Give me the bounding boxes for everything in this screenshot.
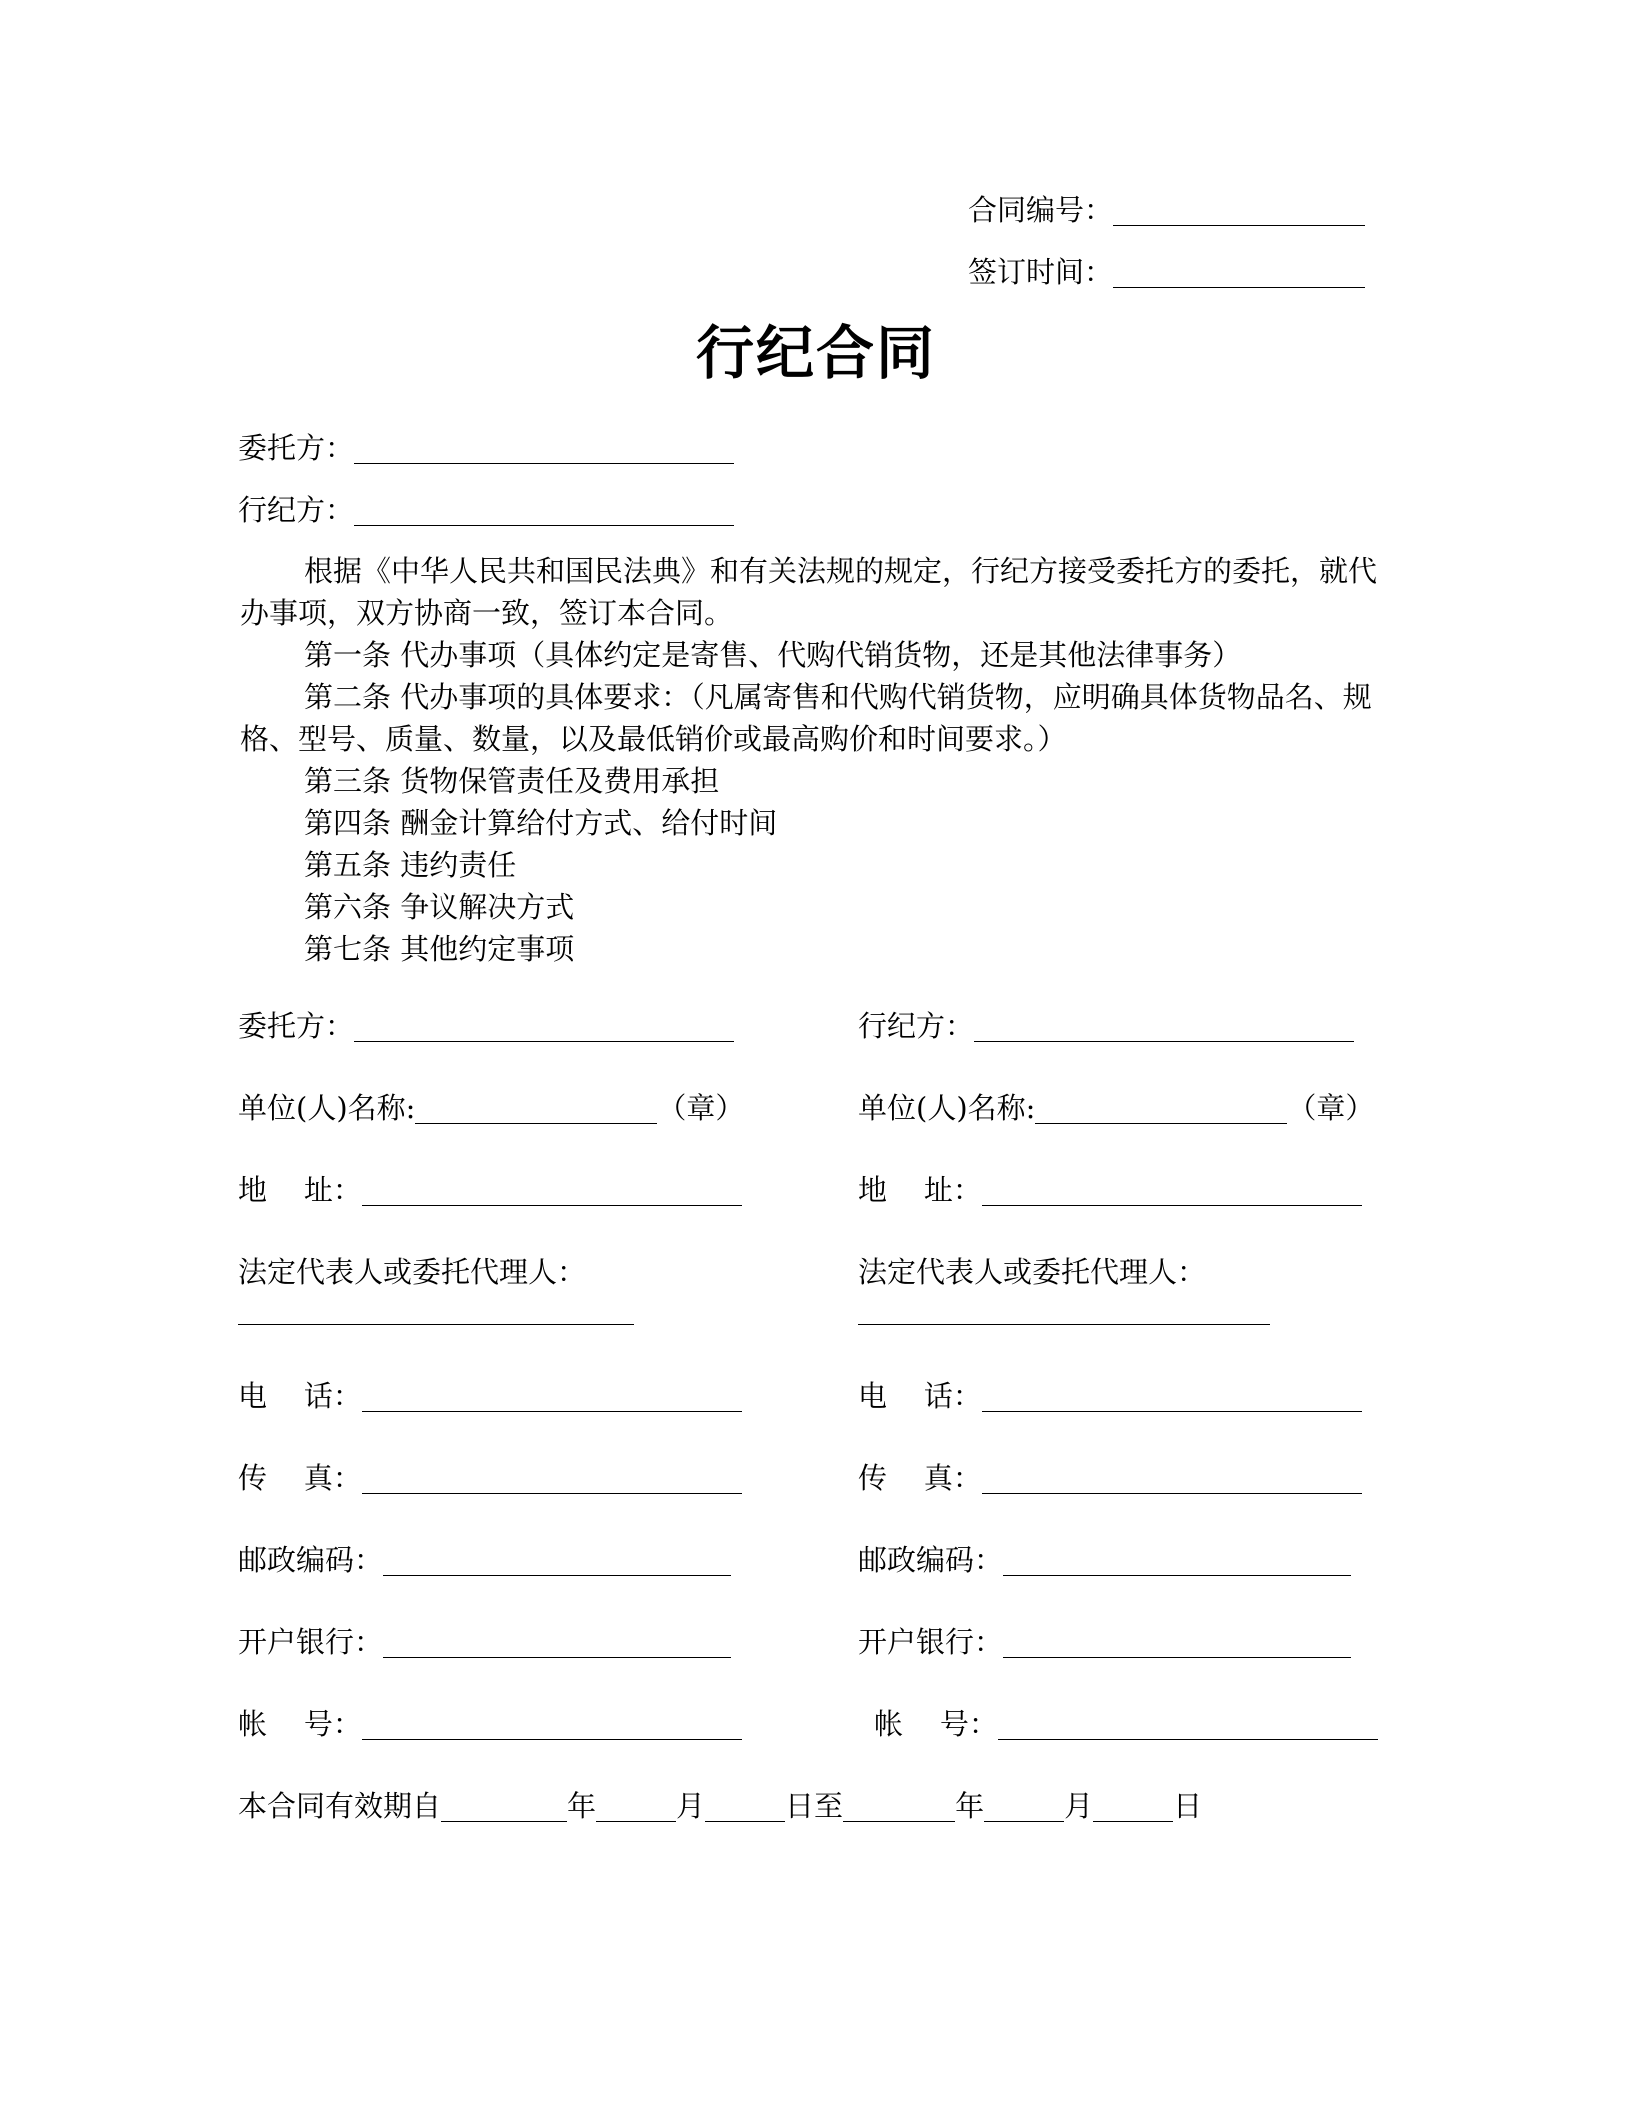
article-7: 第七条 其他约定事项 <box>304 932 575 966</box>
right-party-label: 行纪方： <box>858 1009 975 1043</box>
right-account-row <box>874 1704 1378 1744</box>
left-address-row <box>238 1170 742 1210</box>
broker-row-top <box>238 490 734 530</box>
validity-prefix: 本合同有效期自 <box>238 1789 442 1823</box>
left-party-row <box>238 1006 734 1046</box>
left-fax-row <box>238 1458 742 1498</box>
left-phone-field[interactable] <box>362 1383 742 1412</box>
left-rep-label: 法定代表人或委托代理人： <box>238 1255 587 1289</box>
document-title: 行纪合同 <box>695 319 936 387</box>
validity-start-month-field[interactable] <box>596 1793 676 1822</box>
left-account-field[interactable] <box>362 1711 742 1740</box>
right-bank-row <box>858 1622 1351 1662</box>
left-unit-field[interactable] <box>415 1095 657 1124</box>
left-address-field[interactable] <box>362 1177 742 1206</box>
left-rep-field[interactable] <box>238 1324 634 1325</box>
validity-end-month-field[interactable] <box>984 1793 1064 1822</box>
left-account-row <box>238 1704 742 1744</box>
broker-field[interactable] <box>354 497 734 526</box>
right-account-label: 帐 号： <box>874 1707 998 1741</box>
sign-date-label: 签订时间： <box>968 255 1114 289</box>
left-fax-label: 传 真： <box>238 1461 362 1495</box>
contract-number-label: 合同编号： <box>968 193 1114 227</box>
right-fax-row <box>858 1458 1362 1498</box>
left-party-field[interactable] <box>354 1013 734 1042</box>
left-fax-field[interactable] <box>362 1465 742 1494</box>
right-postcode-row <box>858 1540 1351 1580</box>
validity-year-label: 年 <box>567 1789 597 1823</box>
right-phone-label: 电 话： <box>858 1379 982 1413</box>
right-unit-row <box>858 1088 1374 1128</box>
right-address-row <box>858 1170 1362 1210</box>
right-postcode-field[interactable] <box>1003 1547 1351 1576</box>
right-bank-field[interactable] <box>1003 1629 1351 1658</box>
right-party-field[interactable] <box>974 1013 1354 1042</box>
intro-paragraph: 根据《中华人民共和国民法典》和有关法规的规定，行纪方接受委托方的委托，就代办事项，双方协商一致，签订本合同。 <box>240 554 1378 630</box>
right-rep-field[interactable] <box>858 1324 1270 1325</box>
left-unit-label: 单位(人)名称: <box>238 1091 416 1125</box>
right-fax-label: 传 真： <box>858 1461 982 1495</box>
right-account-field[interactable] <box>998 1711 1378 1740</box>
right-unit-field[interactable] <box>1035 1095 1287 1124</box>
left-bank-label: 开户银行： <box>238 1625 384 1659</box>
left-phone-label: 电 话： <box>238 1379 362 1413</box>
right-unit-label: 单位(人)名称: <box>858 1091 1036 1125</box>
left-bank-field[interactable] <box>383 1629 731 1658</box>
left-seal-label: （章） <box>657 1091 745 1125</box>
right-address-field[interactable] <box>982 1177 1362 1206</box>
validity-day-to-label: 日至 <box>785 1789 844 1823</box>
principal-field[interactable] <box>354 435 734 464</box>
article-3: 第三条 货物保管责任及费用承担 <box>304 764 720 798</box>
right-phone-field[interactable] <box>982 1383 1362 1412</box>
left-postcode-row <box>238 1540 731 1580</box>
right-bank-label: 开户银行： <box>858 1625 1004 1659</box>
left-postcode-field[interactable] <box>383 1547 731 1576</box>
contract-number-field[interactable] <box>1113 197 1365 226</box>
left-bank-row <box>238 1622 731 1662</box>
article-4: 第四条 酬金计算给付方式、给付时间 <box>304 806 778 840</box>
validity-start-day-field[interactable] <box>705 1793 785 1822</box>
article-5: 第五条 违约责任 <box>304 848 517 882</box>
right-address-label: 地 址： <box>858 1173 982 1207</box>
article-6: 第六条 争议解决方式 <box>304 890 575 924</box>
broker-label: 行纪方： <box>238 493 355 527</box>
validity-end-year-field[interactable] <box>843 1793 955 1822</box>
validity-day2-label: 日 <box>1173 1789 1203 1823</box>
sign-date-row <box>968 252 1365 292</box>
left-unit-row <box>238 1088 744 1128</box>
right-postcode-label: 邮政编码： <box>858 1543 1004 1577</box>
principal-label: 委托方： <box>238 431 355 465</box>
left-party-label: 委托方： <box>238 1009 355 1043</box>
right-phone-row <box>858 1376 1362 1416</box>
right-fax-field[interactable] <box>982 1465 1362 1494</box>
validity-month-label: 月 <box>676 1789 706 1823</box>
right-rep-label: 法定代表人或委托代理人： <box>858 1255 1207 1289</box>
left-address-label: 地 址： <box>238 1173 362 1207</box>
left-phone-row <box>238 1376 742 1416</box>
validity-row <box>238 1786 1202 1826</box>
article-1: 第一条 代办事项（具体约定是寄售、代购代销货物，还是其他法律事务） <box>304 638 1242 672</box>
validity-month2-label: 月 <box>1064 1789 1094 1823</box>
left-postcode-label: 邮政编码： <box>238 1543 384 1577</box>
sign-date-field[interactable] <box>1113 259 1365 288</box>
validity-start-year-field[interactable] <box>441 1793 567 1822</box>
principal-row-top <box>238 428 734 468</box>
right-party-row <box>858 1006 1354 1046</box>
validity-year2-label: 年 <box>955 1789 985 1823</box>
right-seal-label: （章） <box>1287 1091 1375 1125</box>
contract-number-row <box>968 190 1365 230</box>
left-account-label: 帐 号： <box>238 1707 362 1741</box>
article-2: 第二条 代办事项的具体要求：（凡属寄售和代购代销货物，应明确具体货物品名、规格、型号、质量、数量，以及最低销价或最高购价和时间要求。） <box>240 680 1372 756</box>
validity-end-day-field[interactable] <box>1093 1793 1173 1822</box>
